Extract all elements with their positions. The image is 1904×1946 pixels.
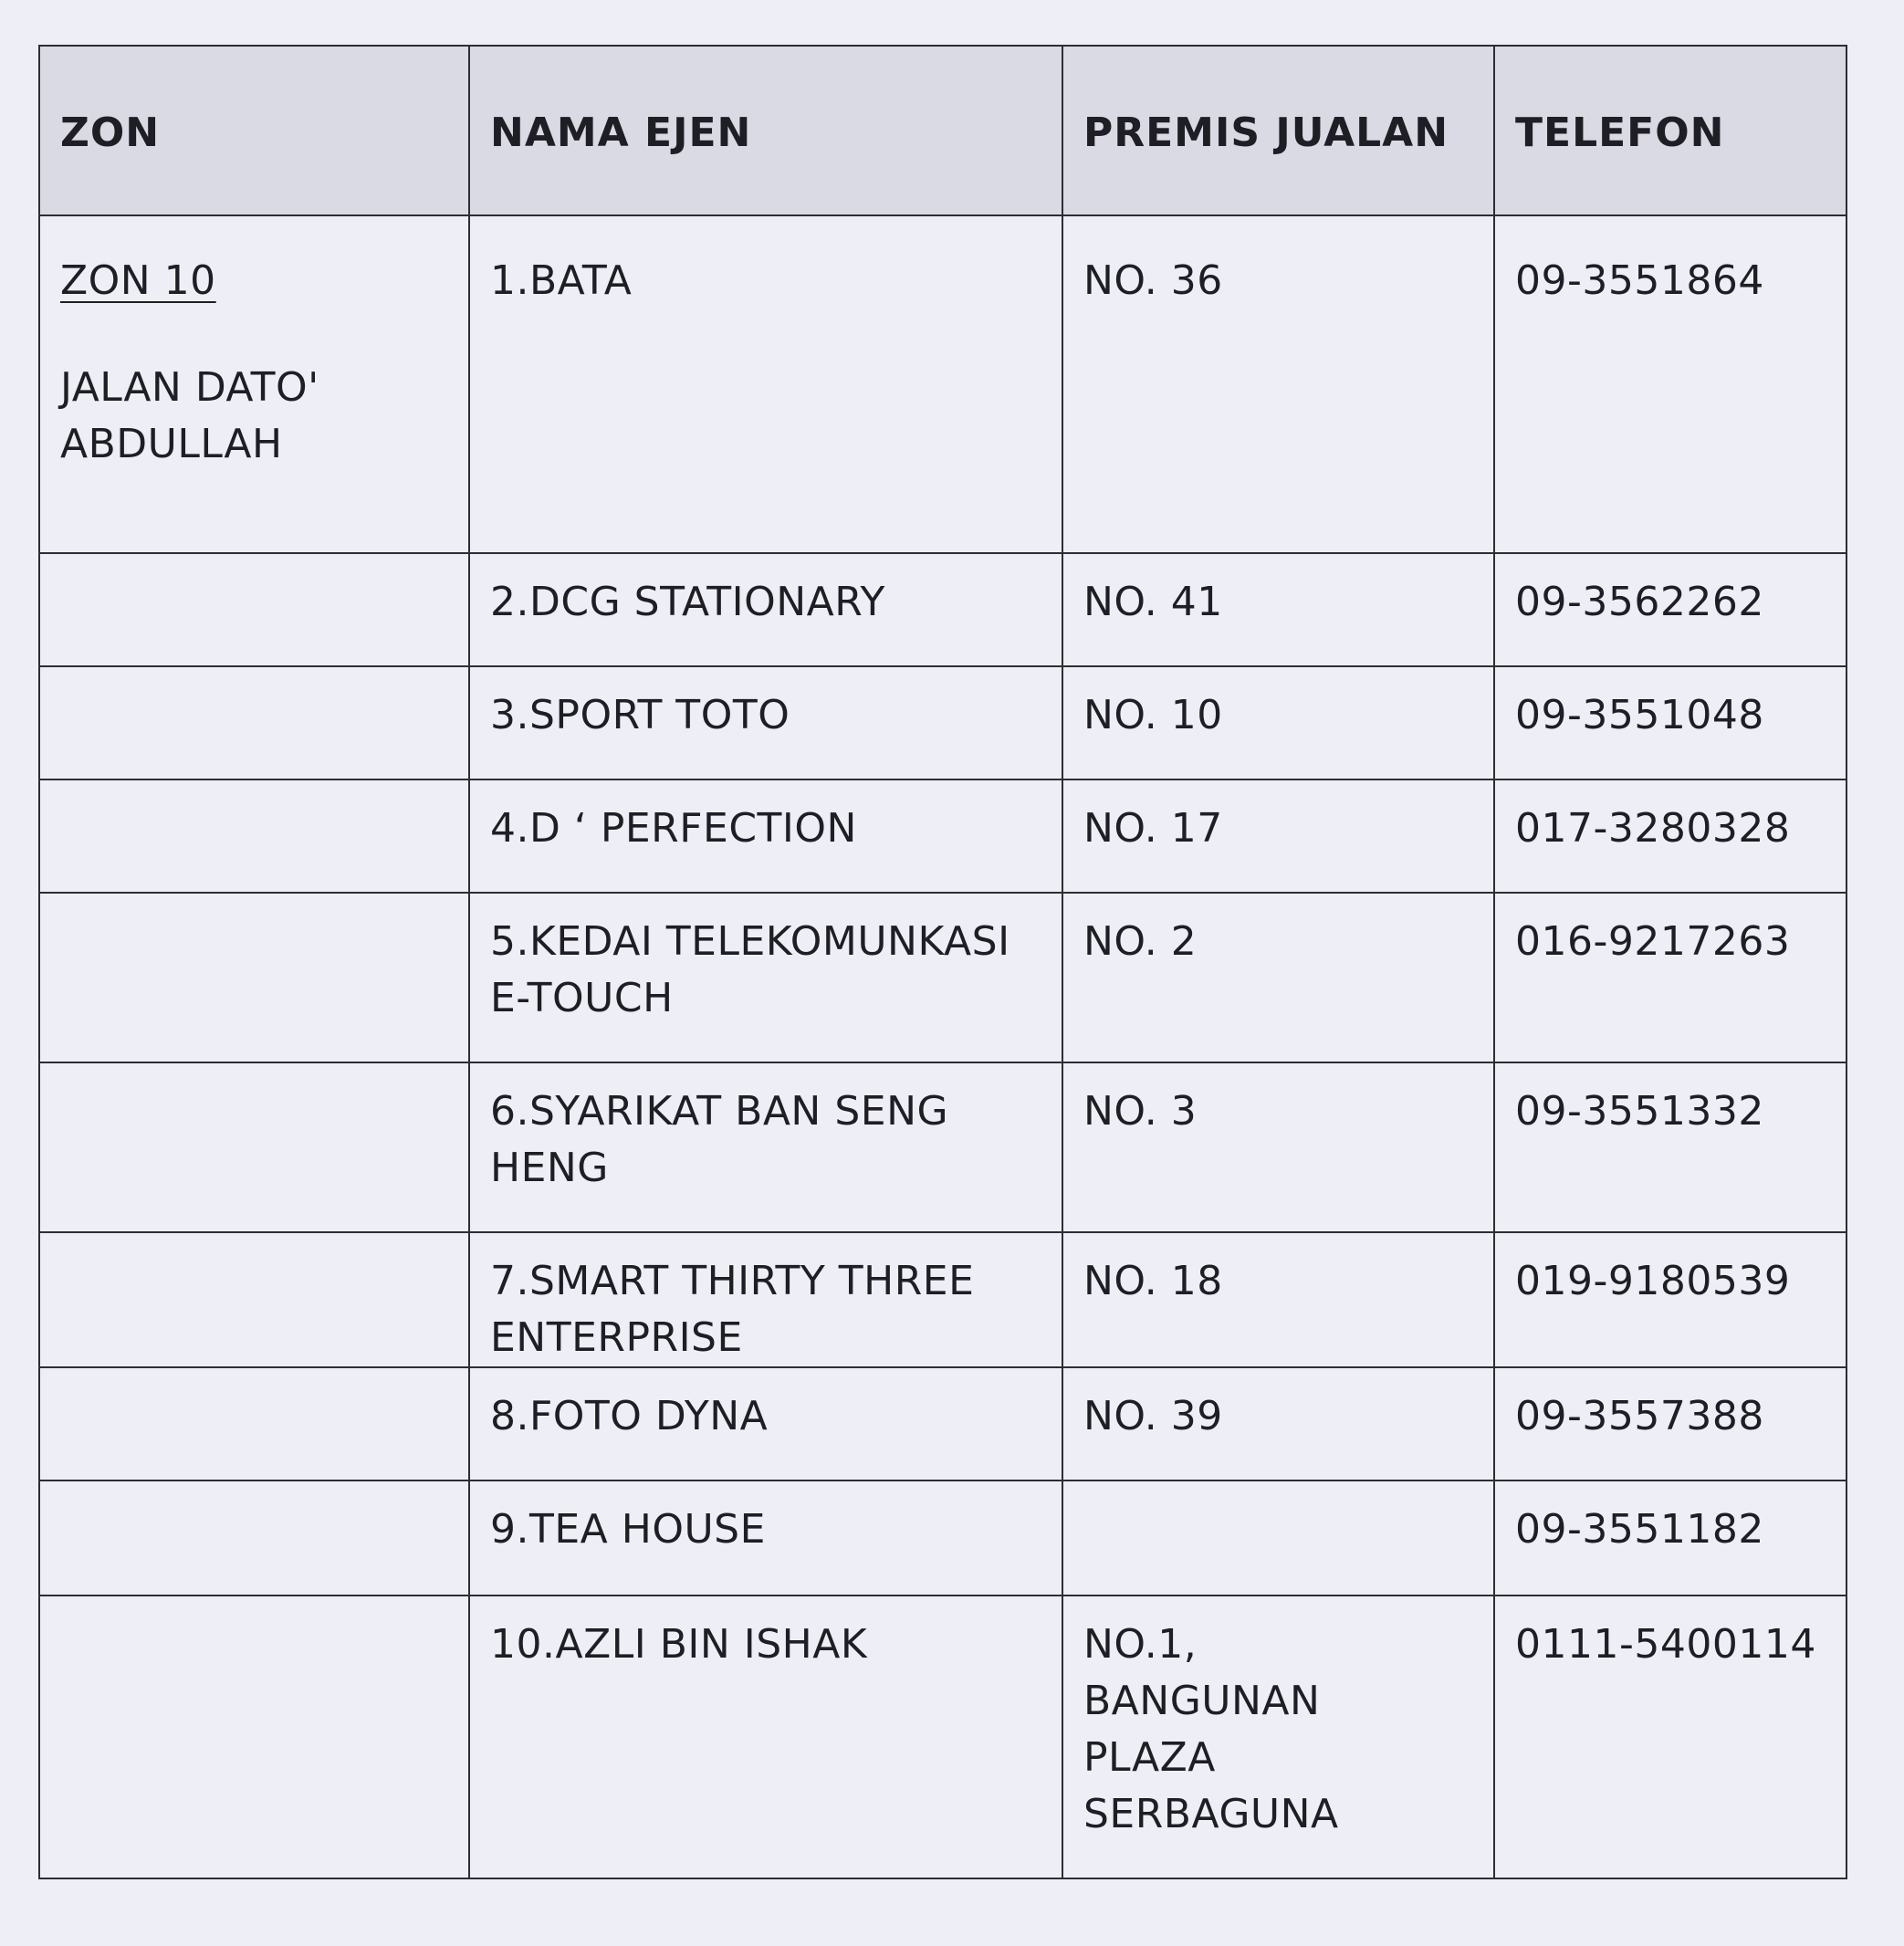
table-row: [39, 779, 1846, 893]
agent-name: 10.AZLI BIN ISHAK: [490, 1621, 868, 1668]
zone-cell-empty: [39, 893, 469, 1062]
agent-name-line2: ENTERPRISE: [490, 1314, 743, 1361]
premise-cell: [1062, 1232, 1494, 1367]
agent-name-line1: 5.KEDAI TELEKOMUNKASI: [490, 918, 1010, 965]
premise-cell: [1062, 1367, 1494, 1480]
zone-code: ZON 10: [60, 257, 216, 304]
table-row: [39, 1062, 1846, 1232]
table-row: [39, 1596, 1846, 1878]
phone: 0111-5400114: [1515, 1621, 1816, 1668]
premise-cell: [1062, 893, 1494, 1062]
phone: 09-3551332: [1515, 1088, 1764, 1135]
agent-name-cell: [469, 666, 1062, 779]
phone-cell: [1494, 1062, 1846, 1232]
phone: 09-3551048: [1515, 692, 1764, 738]
phone: 017-3280328: [1515, 805, 1791, 852]
phone: 09-3557388: [1515, 1393, 1764, 1439]
premise-cell: [1062, 1062, 1494, 1232]
agent-name: 2.DCG STATIONARY: [490, 579, 885, 625]
premise: NO. 10: [1083, 692, 1223, 738]
table-row: [39, 553, 1846, 666]
phone: 016-9217263: [1515, 918, 1791, 965]
agent-name: 4.D ‘ PERFECTION: [490, 805, 857, 852]
agent-table: [38, 45, 1847, 1879]
premise-cell: [1062, 666, 1494, 779]
phone-cell: [1494, 215, 1846, 553]
premise-cell: [1062, 215, 1494, 553]
premise-cell: [1062, 1596, 1494, 1878]
agent-name-line1: 6.SYARIKAT BAN SENG: [490, 1088, 949, 1135]
agent-name: 3.SPORT TOTO: [490, 692, 790, 738]
phone: 019-9180539: [1515, 1258, 1791, 1304]
zone-cell-empty: [39, 553, 469, 666]
premise-line4: SERBAGUNA: [1083, 1791, 1339, 1837]
table-row: [39, 1367, 1846, 1480]
table-row: [39, 1232, 1846, 1367]
premise-line3: PLAZA: [1083, 1734, 1216, 1781]
agent-name-cell: [469, 1480, 1062, 1596]
phone-cell: [1494, 553, 1846, 666]
phone-cell: [1494, 1367, 1846, 1480]
header-telefon: TELEFON: [1494, 46, 1846, 215]
premise: NO. 36: [1083, 257, 1223, 304]
table-row: [39, 1480, 1846, 1596]
agent-name-cell: [469, 1596, 1062, 1878]
premise: NO. 2: [1083, 918, 1198, 965]
agent-name: 1.BATA: [490, 257, 633, 304]
header-premis-jualan: PREMIS JUALAN: [1062, 46, 1494, 215]
phone: 09-3562262: [1515, 579, 1764, 625]
phone-cell: [1494, 1480, 1846, 1596]
zone-street-line2: ABDULLAH: [60, 421, 283, 467]
phone-cell: [1494, 1596, 1846, 1878]
phone-cell: [1494, 666, 1846, 779]
premise-cell: [1062, 553, 1494, 666]
table-row: [39, 666, 1846, 779]
zone-cell-empty: [39, 1480, 469, 1596]
zone-cell-empty: [39, 1232, 469, 1367]
premise-line2: BANGUNAN: [1083, 1678, 1321, 1724]
agent-name-cell: [469, 1232, 1062, 1367]
zone-cell-empty: [39, 666, 469, 779]
premise: NO. 39: [1083, 1393, 1223, 1439]
premise-line1: NO.1,: [1083, 1621, 1198, 1668]
table-row: [39, 893, 1846, 1062]
phone-cell: [1494, 1232, 1846, 1367]
agent-name: 9.TEA HOUSE: [490, 1506, 766, 1553]
zone-cell-empty: [39, 1367, 469, 1480]
header-zon: ZON: [39, 46, 469, 215]
header-nama-ejen: NAMA EJEN: [469, 46, 1062, 215]
phone-cell: [1494, 779, 1846, 893]
premise: NO. 3: [1083, 1088, 1198, 1135]
premise-cell: [1062, 779, 1494, 893]
agent-name-cell: [469, 553, 1062, 666]
table-row: [39, 215, 1846, 553]
agent-name-cell: [469, 779, 1062, 893]
phone: 09-3551864: [1515, 257, 1764, 304]
header-row: [39, 46, 1846, 215]
premise-cell-empty: [1062, 1480, 1494, 1596]
zone-cell-empty: [39, 1062, 469, 1232]
premise: NO. 18: [1083, 1258, 1223, 1304]
agent-name-cell: [469, 1062, 1062, 1232]
zone-cell-empty: [39, 779, 469, 893]
phone-cell: [1494, 893, 1846, 1062]
agent-name-cell: [469, 1367, 1062, 1480]
zone-cell-empty: [39, 1596, 469, 1878]
zone-street-line1: JALAN DATO': [60, 364, 319, 411]
agent-name-line2: E-TOUCH: [490, 975, 674, 1021]
agent-name-cell: [469, 215, 1062, 553]
agent-name-line2: HENG: [490, 1145, 609, 1191]
agent-name: 8.FOTO DYNA: [490, 1393, 769, 1439]
premise: NO. 17: [1083, 805, 1223, 852]
premise: NO. 41: [1083, 579, 1223, 625]
zone-cell: [39, 215, 469, 553]
agent-table-container: [38, 45, 1846, 1879]
agent-name-cell: [469, 893, 1062, 1062]
agent-name-line1: 7.SMART THIRTY THREE: [490, 1258, 975, 1304]
phone: 09-3551182: [1515, 1506, 1764, 1553]
